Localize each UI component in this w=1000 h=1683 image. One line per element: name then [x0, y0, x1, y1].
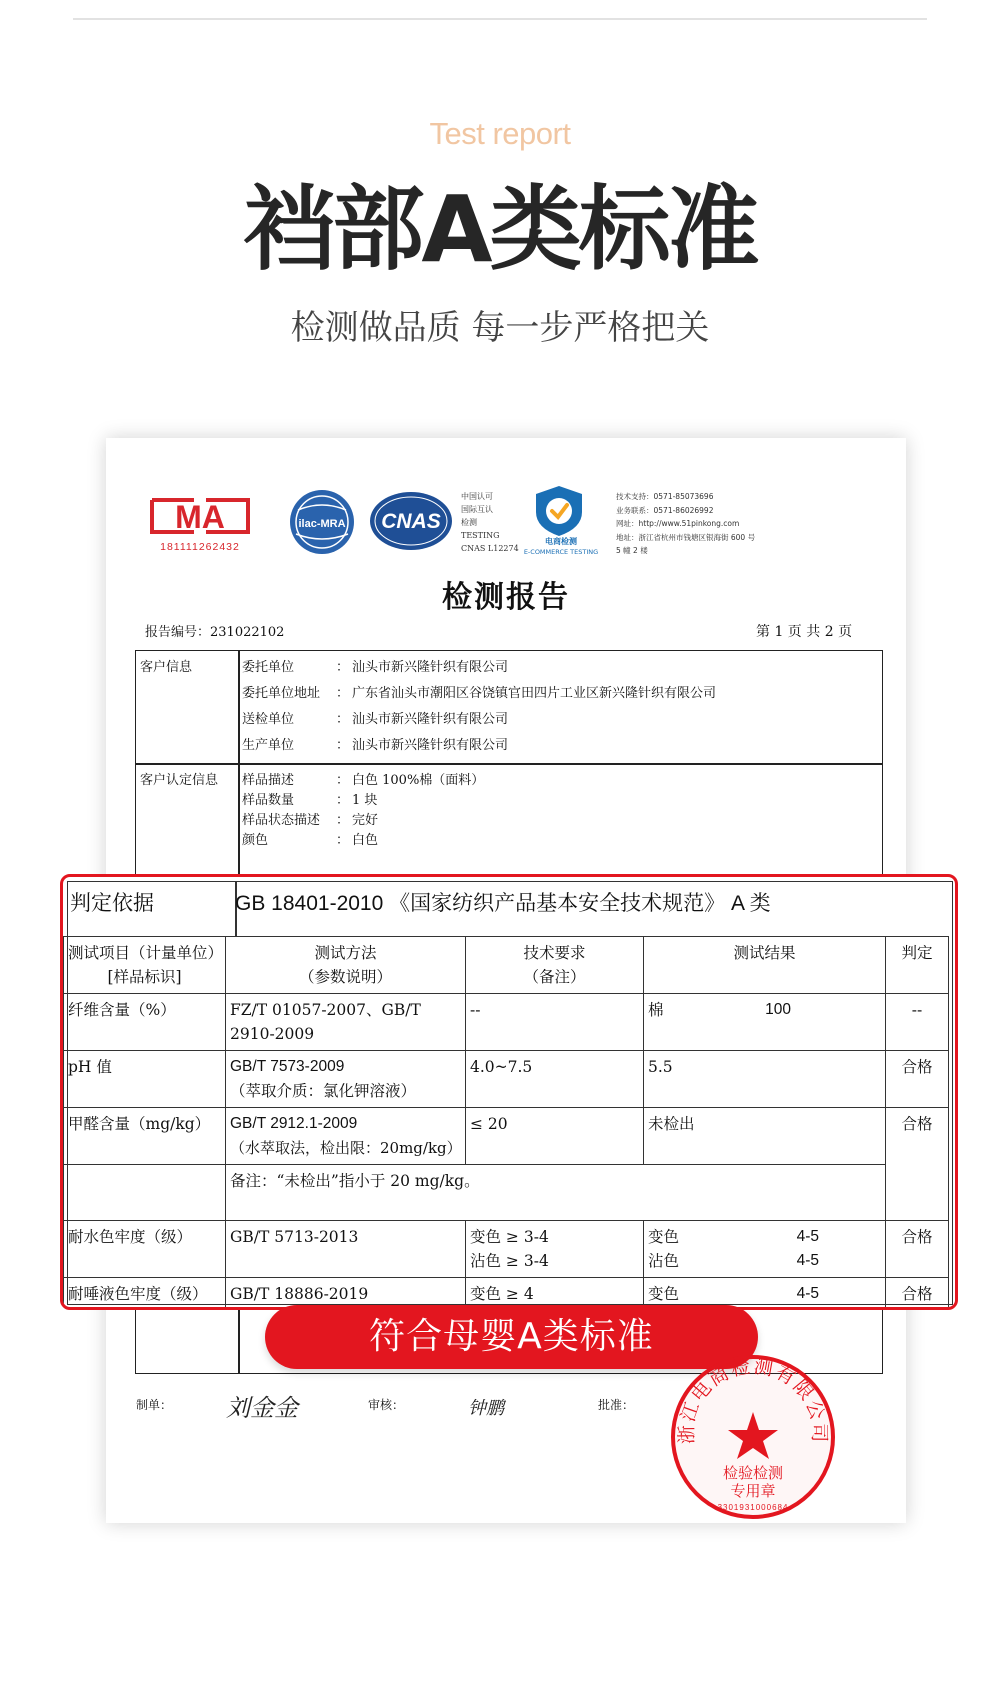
basis-label: 判定依据 [70, 891, 154, 915]
method-line: （水萃取法，检出限：20mg/kg） [230, 1139, 462, 1157]
method-cell [226, 1108, 466, 1165]
client-row [242, 656, 508, 675]
cert-line: CNAS L12274 [461, 544, 519, 553]
verdict-cell: 合格 [886, 1051, 949, 1108]
header-line: 测试项目（计量单位） [68, 944, 224, 962]
result-cell [644, 1221, 886, 1278]
col-header-result [644, 937, 886, 994]
result-label: 沾色 [648, 1252, 680, 1270]
official-seal-icon [668, 1352, 838, 1522]
result-label: 变色 [648, 1285, 680, 1303]
row-key: 生产单位 [242, 738, 295, 753]
contact-line: 技术支持：0571-85073696 [616, 492, 714, 501]
certification-logos [136, 482, 876, 558]
requirement-cell: ≤ 20 [466, 1108, 644, 1165]
method-cell [226, 994, 466, 1051]
maker-signature: 刘金金 [226, 1394, 298, 1422]
header-line: 测试结果 [733, 944, 796, 962]
result-value [797, 1306, 819, 1310]
row-key: 委托单位地址 [242, 686, 321, 701]
method-line: GB/T 2912.1-2009 [230, 1115, 358, 1132]
sample-row [242, 769, 484, 788]
row-key: 颜色 [242, 833, 269, 848]
row-key: 委托单位 [242, 660, 295, 675]
header-line: （参数说明） [298, 968, 392, 986]
contact-line: 网址：http://www.51pinkong.com [616, 519, 740, 528]
table-divider [136, 763, 882, 765]
item-cell: 耐唾液色牢度（级） [64, 1278, 226, 1311]
result-value: 4-5 [796, 1285, 819, 1302]
result-value: 100 [765, 1001, 791, 1018]
reviewer-label: 审核： [368, 1398, 405, 1412]
note-row [64, 1165, 949, 1221]
ilac-mra-logo-icon [288, 488, 356, 556]
cert-line: TESTING [461, 531, 500, 540]
top-divider [73, 18, 927, 20]
cert-line: 国际互认 [461, 505, 493, 514]
header-line: [样品标识] [107, 968, 182, 986]
requirement-cell: -- [466, 994, 644, 1051]
eyebrow-text: Test report [429, 116, 571, 151]
requirement-line: 沾色 ≥ 3-4 [470, 1252, 549, 1270]
header-line: （备注） [523, 968, 586, 986]
ilac-logo-text: ilac-MRA [298, 518, 346, 530]
shield-caption-cn: 电商检测 [545, 537, 577, 546]
row-value: 汕头市新兴隆针织有限公司 [352, 738, 509, 753]
row-colon: ： [336, 738, 350, 753]
row-value: 白色 100%棉（面料） [352, 773, 485, 788]
row-value: 完好 [352, 813, 379, 828]
item-cell: pH 值 [64, 1051, 226, 1108]
method-line: GB/T 7573-2009 [230, 1058, 345, 1075]
client-row [242, 734, 508, 753]
requirement-line: 变色 ≥ 4 [470, 1285, 534, 1303]
col-header-verdict [886, 937, 949, 994]
sample-row [242, 829, 378, 848]
verdict-cell: 合格 [886, 1108, 949, 1221]
seal-ring-path: 浙江电商检测有限公司 [675, 1355, 831, 1445]
page-title: 裆部A类标准 [243, 176, 757, 283]
judgement-highlight-box [60, 874, 958, 1310]
col-header-method [226, 937, 466, 994]
compliance-banner: 符合母婴A类标准 [265, 1305, 758, 1369]
note-cell: 备注：“未检出”指小于 20 mg/kg。 [226, 1165, 886, 1221]
row-colon: ： [336, 793, 350, 808]
method-line: FZ/T 01057-2007、GB/T [230, 1001, 421, 1019]
row-colon: ： [336, 660, 350, 675]
row-key: 样品描述 [242, 773, 295, 788]
item-cell: 甲醛含量（mg/kg） [64, 1108, 226, 1165]
shield-caption [506, 537, 616, 557]
seal-center-text: 检验检测 [722, 1464, 784, 1482]
result-label: 变色 [648, 1228, 680, 1246]
col-header-requirement [466, 937, 644, 994]
cnas-logo-text: CNAS [381, 510, 441, 533]
client-row [242, 708, 508, 727]
report-title: 检测报告 [442, 580, 570, 615]
confirmed-info-label: 客户认定信息 [140, 773, 219, 788]
contact-line: 5 幢 2 楼 [616, 546, 648, 555]
basis-value: GB 18401-2010 《国家纺织产品基本安全技术规范》 A 类 [235, 892, 771, 915]
row-colon: ： [336, 712, 350, 727]
method-cell [226, 1051, 466, 1108]
sample-row [242, 809, 378, 828]
table-row [64, 1051, 949, 1108]
result-cell: 未检出 [644, 1108, 886, 1165]
requirement-cell [466, 1221, 644, 1278]
method-line: 2910-2009 [230, 1025, 315, 1043]
cma-logo-text: MA [175, 499, 225, 535]
method-cell: GB/T 5713-2013 [226, 1221, 466, 1278]
shield-caption-en: E-COMMERCE TESTING [523, 548, 599, 556]
row-colon: ： [336, 686, 350, 701]
verdict-cell: 合格 [886, 1221, 949, 1278]
seal-center-text-2: 专用章 [730, 1482, 776, 1500]
reviewer-signature: 钟鹏 [468, 1398, 504, 1419]
contact-line: 业务联系：0571-86026992 [616, 505, 714, 515]
col-header-item [64, 937, 226, 994]
cnas-logo-icon [368, 490, 454, 552]
row-value: 1 块 [352, 793, 378, 808]
method-cell: GB/T 18886-2019 [226, 1278, 466, 1311]
client-info-label: 客户信息 [140, 660, 193, 675]
row-value: 白色 [352, 833, 379, 848]
verdict-cell: 合格 [886, 1278, 949, 1311]
row-colon: ： [336, 813, 350, 828]
table-row [64, 1108, 949, 1165]
client-row [242, 682, 716, 701]
requirement-cell: 4.0~7.5 [466, 1051, 644, 1108]
header-line: 技术要求 [523, 944, 586, 962]
item-cell: 纤维含量（%） [64, 994, 226, 1051]
contact-line: 地址：浙江省杭州市钱塘区银海街 600 号 [616, 532, 756, 542]
row-colon: ： [336, 833, 350, 848]
row-value: 汕头市新兴隆针织有限公司 [352, 660, 509, 675]
sample-row [242, 789, 377, 808]
row-colon: ： [336, 773, 350, 788]
row-value: 广东省汕头市潮阳区谷饶镇官田四片工业区新兴隆针织有限公司 [352, 686, 717, 701]
maker-label: 制单： [136, 1398, 173, 1412]
row-key: 样品数量 [242, 793, 295, 808]
item-cell: 耐水色牢度（级） [64, 1221, 226, 1278]
result-cell: 5.5 [644, 1051, 886, 1108]
verdict-cell: -- [886, 994, 949, 1051]
method-line: （萃取介质：氯化钾溶液） [230, 1082, 417, 1100]
row-key: 送检单位 [242, 712, 295, 727]
result-value: 4-5 [796, 1228, 819, 1245]
seal-number: 3301931000684 [717, 1503, 789, 1512]
test-results-table [63, 936, 949, 1310]
note-spacer [64, 1165, 226, 1221]
result-cell [644, 994, 886, 1051]
requirement-line: 变色 ≥ 3-4 [470, 1228, 549, 1246]
approver-label: 批准： [598, 1398, 635, 1412]
result-label: 棉 [648, 1001, 664, 1019]
cert-line: 检测 [461, 518, 477, 527]
table-row [64, 1221, 949, 1278]
row-value: 汕头市新兴隆针织有限公司 [352, 712, 509, 727]
header-line: 判定 [901, 944, 933, 962]
result-value: 4-5 [796, 1252, 819, 1269]
page-indicator: 第 1 页 共 2 页 [756, 624, 853, 640]
row-key: 样品状态描述 [242, 813, 321, 828]
table-row [64, 994, 949, 1051]
header-line: 测试方法 [314, 944, 377, 962]
cert-line: 中国认可 [461, 492, 493, 501]
cma-number: 181111262432 [160, 541, 240, 553]
cma-logo-icon [146, 492, 254, 558]
page-subtitle: 检测做品质 每一步严格把关 [290, 308, 710, 348]
lab-contact-info [616, 490, 755, 558]
table-header-row [64, 937, 949, 994]
report-number: 报告编号：231022102 [145, 625, 285, 640]
